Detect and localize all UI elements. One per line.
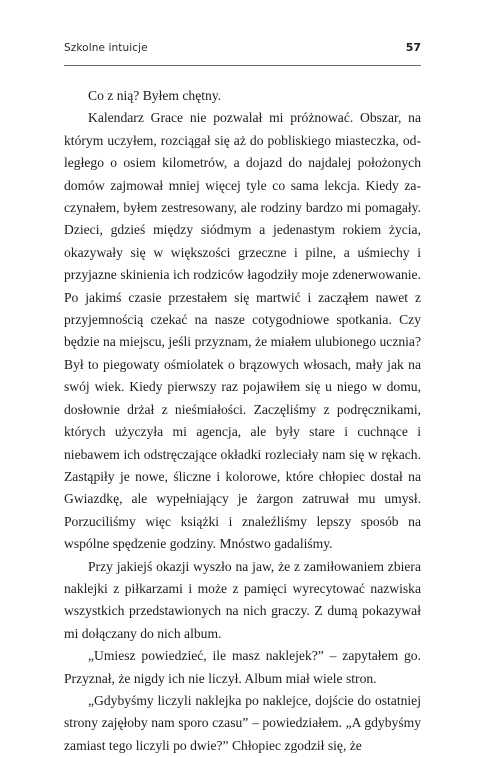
running-header (64, 38, 421, 58)
paragraph: Kalendarz Grace nie pozwalał mi próżnować. Obszar, na którym uczyłem, rozciągał się aż do pobliskiego miasteczka, odległego o osiem kilometrów, a dojazd do najdalej położonych domów zajmował mniej więcej tyle co sama lekcja. Kiedy zaczynałem, byłem zestresowany, ale rodziny bardzo mi pomagały. Dzieci, gdzieś między siódmym a jedenastym rokiem życia, okazywały się w większości grzeczne i pilne, a uśmiechy i przyjazne skinienia ich rodziców łagodziły moje zdenerwowanie. Po jakimś czasie przestałem się martwić i zacząłem nawet z przyjemnością czekać na nasze cotygodniowe spotkania. Czy będzie na miejscu, jeśli przyznam, że miałem ulubionego ucznia? Był to piegowaty ośmiolatek o brązowych włosach, mały jak na swój wiek. Kiedy pierwszy raz pojawiłem się u niego w domu, dosłownie drżał z nieśmiałości. Zaczęliśmy z podręcznikami, których użyczyła mi agencja, ale były stare i cuchnące i niebawem ich odstręczające okładki rozleciały nam się w rękach. Zastąpiły je nowe, śliczne i kolorowe, które chłopiec dostał na Gwiazdkę, ale wypełniający je żargon zatruwał mu umysł. Porzuciliśmy więc książki i znaleźliśmy lepszy sposób na wspólne spędzenie godziny. Mnóstwo gadaliśmy. (64, 110, 421, 552)
paragraph: „Gdybyśmy liczyli naklejka po naklejce, dojście do ostatniej strony zajęłoby nam sporo czasu” – powiedziałem. „A gdybyśmy zamiast tego liczyli po dwie?” Chłopiec zgodził się, że (64, 692, 421, 753)
body-text (64, 85, 421, 757)
page-number: 57 (405, 41, 421, 54)
paragraph: Przy jakiejś okazji wyszło na jaw, że z zamiłowaniem zbiera naklejki z piłkarzami i może z pamięci wyrecytować nazwiska wszystkich przedstawionych na nich graczy. Z dumą pokazywał mi dołączany do nich album. (64, 558, 421, 641)
paragraph: Co z nią? Byłem chętny. (88, 88, 222, 103)
chapter-title: Szkolne intuicje (64, 42, 148, 54)
header-rule (64, 65, 421, 66)
paragraph: „Umiesz powiedzieć, ile masz naklejek?” – zapytałem go. Przyznał, że nigdy ich nie liczył. Album miał wiele stron. (64, 648, 421, 686)
